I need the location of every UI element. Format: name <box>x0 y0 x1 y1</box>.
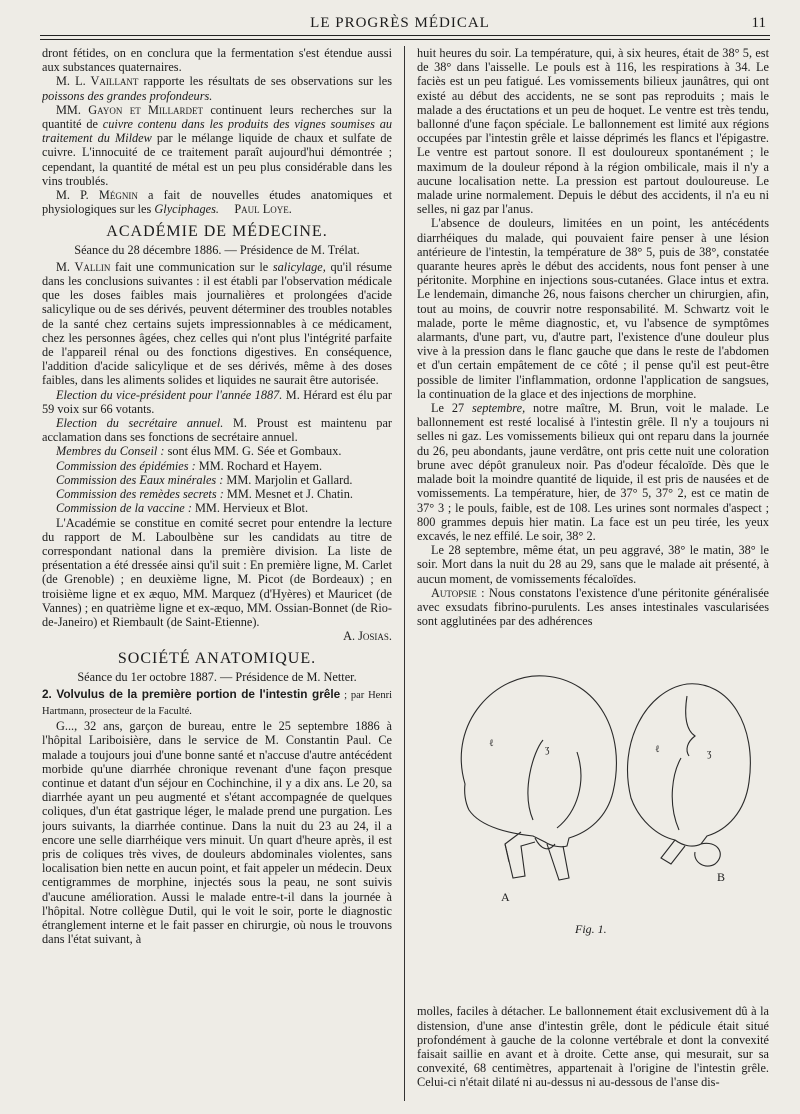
author-name: MM. Gayon et Millardet <box>56 102 203 117</box>
text: a fait de nouvelles études anatomiques et physiologiques sur les <box>42 188 392 217</box>
author-name: M. P. Mégnin <box>56 188 138 203</box>
paragraph <box>42 416 392 444</box>
loop-b-inner <box>672 758 681 830</box>
text: MM. Marjolin et Gallard. <box>223 472 353 487</box>
loop-a-pedicle-end <box>505 844 509 862</box>
paragraph: L'Académie se constitue en comité secret pour entendre la lecture du rapport de M. Laboulbène sur les candidats au titre de correspondant national dans la première division. La liste de présentation a été dressée ainsi qu'il suit : En première ligne, M. Carlet (de Grenoble) ; en deuxième ligne, M. Picot (de Bordeaux) ; en troisième ligne et ex æquo, MM. Marquez (d'Hyères) et Mauricet (de Vannes) ; en quatrième ligne et ex-æquo, MM. Ossian-Bonnet (de Rio-de-Janeiro) et Riembault (de Saint-Etienne). <box>42 515 392 629</box>
paragraph: G..., 32 ans, garçon de bureau, entre le 25 septembre 1886 à l'hôpital Lariboisière, dans le service de M. Constantin Paul. Ce malade a toujours joui d'une bonne santé et n'accuse d'autre antécédent morbide qu'une diarrhée chronique revenant d'une façon presque continue et datant d'un séjour en Cochinchine, il y a dix ans. Le 20, sa diarrhée ayant un peu augmenté et s'étant accompagnée de quelques coliques, d'un état gastrique léger, le malade prend une purgation. Les jours suivants, la diarrhée continue. Dans la nuit du 23 au 24, il a encore une selle diarrhéique vers minuit. Un quart d'heure après, il est pris de coliques très vives, de douleurs abdominales violentes, sans localisation bien nette en aucun point, et fait appeler un médecin. Deux centigrammes de morphine, injectés sous la peau, ne sont suivis d'aucune amélioration. Aussi le malade entre-t-il dans la journée à l'hôpital. Notre collègue Dutil, qui le voit le soir, porte le diagnostic étranglement interne et le fait passer en chirurgie, où nous le trouvons dans l'état suivant, à <box>42 719 392 947</box>
italic-text: Membres du Conseil : <box>56 444 165 459</box>
left-column <box>42 46 392 1108</box>
italic-text: salicylage, <box>272 259 326 274</box>
paragraph: molles, faciles à détacher. Le ballonnement était exclusivement dû à la distension, d'une anse d'intestin grêle, dont le pédicule était situé profondément à gauche de la colonne vertébrale et dont la convexité faisait saillie en avant et à droite. Cette anse, qui mesurait, sur sa convexité, 68 centimètres, appartenait à l'origine de l'intestin grêle. Celui-ci n'était dilaté ni au-dessus ni au-dessous de l'anse dis- <box>417 1004 769 1090</box>
paragraph <box>42 103 392 188</box>
article-title: 2. Volvulus de la première portion de l'intestin grêle <box>42 686 341 701</box>
svg-text:ʒ: ʒ <box>545 744 550 756</box>
text: rapporte les résultats de ses observations sur les <box>138 74 392 89</box>
paragraph <box>42 444 392 458</box>
paragraph: Le 28 septembre, même état, un peu aggravé, 38° le matin, 38° le soir. Mort dans la nuit du 28 au 29, sans que le malade ait présenté, à aucun moment, de vomissements fécaloïdes. <box>417 543 769 586</box>
page-number: 11 <box>751 15 766 31</box>
text: notre maître, M. Brun, voit le malade. Le ballonnement est resté localisé à l'intestin grêle. Il n'y a toujours ni selles ni gaz. Les vomissements bilieux qui ont reparu dans la journée du 26, peu abondants, jaune verdâtre, ont pris cette nuit une coloration brune avec dépôt granuleux noir. Pas d'odeur fécaloïde. Dès que le malade boit la moindre quantité de liquide, il est pris de nausées et de vomissements. La température, hier, de 37° 5, 37° 2, est ce matin de 37° 3 ; le pouls, faible, est de 108. Les urines sont normales d'aspect ; 800 grammes depuis hier matin. La face est un peu tirée, les yeux excavés, le nez effilé. Le soir, 38° 2. <box>417 401 769 543</box>
seance-line: Séance du 28 décembre 1886. — Présidence de M. Trélat. <box>74 242 360 257</box>
journal-title: LE PROGRÈS MÉDICAL <box>310 15 490 31</box>
text: M. Hérard est élu par 59 voix sur 66 votants. <box>42 387 392 416</box>
signature: A. Josias. <box>343 629 392 644</box>
italic-text: cuivre contenu dans les produits des vignes soumises au traitement du Mildew <box>42 117 392 146</box>
paragraph: dront fétides, on en conclura que la fermentation s'est étendue aussi aux substances quaternaires. <box>42 46 392 75</box>
paragraph <box>42 74 392 102</box>
seance-line: Séance du 1er octobre 1887. — Présidence de M. Netter. <box>77 669 357 684</box>
section-heading-academy: ACADÉMIE DE MÉDECINE. <box>106 223 328 241</box>
figure-label-a: A <box>501 890 510 905</box>
loop-a-inner-fold <box>528 740 543 820</box>
italic-text: Glyciphages. <box>154 202 219 217</box>
column-separator <box>404 46 405 1101</box>
header-rule-double <box>40 39 770 40</box>
italic-text: Commission des Eaux minérales : <box>56 472 224 487</box>
author-name: M. L. Vaillant <box>56 74 139 89</box>
signature: Paul Loye. <box>234 202 292 217</box>
loop-a-inner-curve <box>557 752 581 828</box>
paragraph <box>42 260 392 388</box>
text: qu'il résume dans les conclusions suivantes : il est établi par l'observation médicale que les doses faibles mais journalières et prolongées d'acide salicylique ou de ses dérivés, peuvent déterminer des troubles notables de la santé chez certains sujets impressionnables à ce médicament, chez les personnes âgées, chez celles qui n'ont plus l'intégrité parfaite de l'appareil rénal ou des fonctions digestives. En conséquence, l'addition d'acide salicylique et de ses dérivés, même à des doses faibles, dans les aliments solides et liquides ne saurait être autorisée. <box>42 259 392 388</box>
paragraph <box>42 388 392 416</box>
article-title-line <box>42 687 392 719</box>
section-heading-society: SOCIÉTÉ ANATOMIQUE. <box>117 650 317 668</box>
paragraph: huit heures du soir. La température, qui, à six heures, était de 38° 5, est de 38° dans l'aisselle. Le pouls est à 116, les respirations à 34. Le faciès est un peu fatigué. Les vomissements bilieux jaunâtres, qui ont existé au début des accidents, ne se sont pas reproduits ; mais le malade a des éructations et un peu de hoquet. Le ventre est très tendu, ballonné d'une façon spéciale. Le ballonnement est limité aux régions occupées par l'intestin grêle et laisse déprimés les flancs et l'épigastre. Le ventre est partout sonore. Il est douloureux spontanément ; le maximum de la douleur répond à la région ombilicale, mais il n'y a aucune localisation nette. La pression est partout douloureuse. Le malade urine normalement. Depuis le début des accidents, il n'a eu ni selles, ni gaz par l'anus. <box>417 46 769 217</box>
italic-text: Election du vice-président pour l'année 1887. <box>56 387 283 402</box>
right-column <box>417 46 769 1108</box>
text: Le 27 <box>431 401 472 416</box>
paragraph <box>42 188 392 216</box>
paragraph: L'absence de douleurs, limitées en un point, les antécédents diarrhéiques du malade, qui pouvaient faire penser à une lésion antérieure de l'intestin, la température de 38° 5, puis de 38°, constatée quarante heures après le début des accidents, nous font penser à une péritonite. Morphine en injections sous-cutanées. Glace intus et extra. Le lendemain, dimanche 26, nous faisons chercher un chirurgien, afin, tout au moins, de couvrir notre responsabilité. M. Schwartz voit le malade, porte le même diagnostic, et, vu l'absence de symptômes alarmants, d'une part, vu, d'autre part, l'existence d'une douleur plus vive à la pression dans le flanc gauche que dans le reste de l'abdomen et d'un certain empâtement de ce côté ; il pense qu'il est peut-être possible de limiter l'inflammation, ordonne l'application de sangsues, la continuation de la glace et des injections de morphine. <box>417 216 769 401</box>
autopsy-label: Autopsie : <box>431 585 485 600</box>
paragraph <box>417 401 769 543</box>
text: MM. Hervieux et Blot. <box>191 501 309 516</box>
text: MM. Rochard et Hayem. <box>195 458 323 473</box>
loop-b-bulge <box>695 844 721 867</box>
loop-a-outline <box>461 676 616 847</box>
figure-label-b: B <box>717 870 726 885</box>
text: par le mélange liquide de chaux et sulfate de cuivre. L'innocuité de ce traitement paraît aujourd'hui démontrée ; cependant, la quantité de métal est un peu plus considérable dans les vins troublés. <box>42 131 392 188</box>
text: fait une communication sur le <box>110 259 273 274</box>
article-byline: ; par Henri Hartmann, prosecteur de la Faculté. <box>42 689 392 717</box>
loop-a-knot <box>535 838 555 849</box>
italic-text: Commission des épidémies : <box>56 458 196 473</box>
paragraph <box>417 586 769 629</box>
text: M. Proust est maintenu par acclamation dans ses fonctions de secrétaire annuel. <box>42 416 392 445</box>
text: continuent leurs recherches sur la quantité de <box>42 102 392 132</box>
loop-b-outline <box>628 684 751 846</box>
paragraph <box>42 459 392 473</box>
italic-text: Commission des remèdes secrets : <box>56 487 224 502</box>
author-name: M. Vallin <box>56 259 111 274</box>
svg-text:ℓ: ℓ <box>655 744 660 756</box>
figure-drawing <box>417 632 769 1002</box>
paragraph <box>42 487 392 501</box>
loop-a-pedicle <box>505 832 535 878</box>
text: MM. Mesnet et J. Chatin. <box>223 487 353 502</box>
paragraph <box>42 473 392 487</box>
italic-text: Election du secrétaire annuel. <box>56 416 224 431</box>
svg-text:ℓ: ℓ <box>489 738 494 750</box>
figure-intestine <box>417 632 769 1002</box>
italic-text: poissons des grandes profondeurs. <box>42 88 213 103</box>
italic-text: septembre, <box>471 401 526 416</box>
text: sont élus MM. G. Sée et Gombaux. <box>164 444 342 459</box>
paragraph <box>42 501 392 515</box>
svg-text:ʒ: ʒ <box>707 748 712 760</box>
header-rule <box>40 35 770 36</box>
figure-caption: Fig. 1. <box>575 922 607 937</box>
text: Nous constatons l'existence d'une péritonite généralisée avec exsudats fibrino-purulents. Les anses intestinales vascularisées sont agglutinées par des adhérences <box>417 585 769 629</box>
italic-text: Commission de la vaccine : <box>56 501 192 516</box>
loop-b-twist <box>686 696 695 756</box>
loop-a-pedicle-strip <box>547 844 569 880</box>
